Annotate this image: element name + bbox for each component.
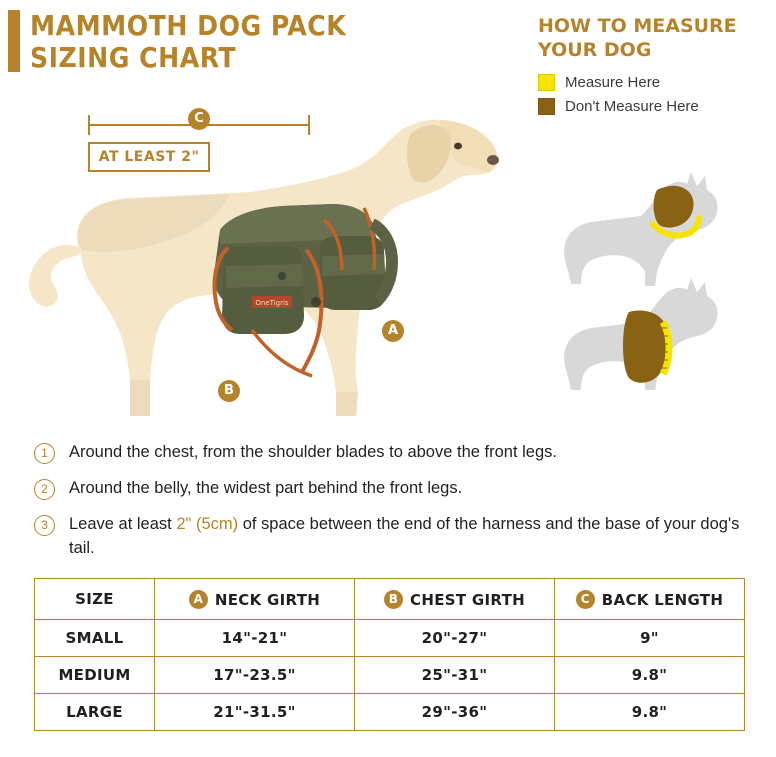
illustration-area: [0, 80, 776, 430]
note-number: 1: [34, 443, 55, 464]
table-header-neck-girth: [155, 579, 355, 620]
sizing-table-wrapper: [34, 578, 744, 731]
cell-size: SMALL: [35, 620, 155, 657]
cell-chest-girth: 29"-36": [355, 694, 555, 731]
table-header-row: [35, 579, 745, 620]
title-line-2: SIZING CHART: [30, 41, 237, 74]
note-number: 2: [34, 479, 55, 500]
table-header-chest-girth: [355, 579, 555, 620]
cell-back-length: 9.8": [555, 694, 745, 731]
header-badge-c: C: [576, 590, 595, 609]
cell-chest-girth: 25"-31": [355, 657, 555, 694]
table-row: [35, 694, 745, 731]
measurement-badge-a: A: [382, 320, 404, 342]
table-header-chest-label: CHEST GIRTH: [410, 590, 525, 609]
note-item: [34, 476, 744, 500]
note-text-before: Leave at least: [69, 515, 177, 533]
cell-neck-girth: 14"-21": [155, 620, 355, 657]
note-number: 3: [34, 515, 55, 536]
measurement-badge-c: C: [188, 108, 210, 130]
sizing-table: [34, 578, 745, 731]
cell-size: LARGE: [35, 694, 155, 731]
table-header-back-length: [555, 579, 745, 620]
legend-label-dont-measure-here: Don't Measure Here: [565, 98, 699, 115]
measurement-notes: [34, 440, 744, 572]
measurement-badge-b: B: [218, 380, 240, 402]
header-badge-a: A: [189, 590, 208, 609]
brand-patch-text: OneTigris: [255, 299, 289, 307]
table-row: [35, 657, 745, 694]
silhouette-chest: [564, 278, 717, 390]
note-text: Around the chest, from the shoulder blades to above the front legs.: [69, 443, 557, 461]
note-item: [34, 440, 744, 464]
title-accent-bar: [8, 10, 20, 72]
cell-neck-girth: 21"-31.5": [155, 694, 355, 731]
header-badge-b: B: [384, 590, 403, 609]
table-header-size: [35, 579, 155, 620]
page-title: [30, 10, 500, 74]
table-row: [35, 620, 745, 657]
note-text: [69, 512, 744, 560]
note-highlight: 2" (5cm): [176, 515, 239, 533]
dog-silhouette-diagrams: [545, 160, 755, 390]
silhouette-neck: [564, 172, 717, 286]
table-header-back-label: BACK LENGTH: [601, 590, 724, 609]
cell-back-length: 9.8": [555, 657, 745, 694]
cell-back-length: 9": [555, 620, 745, 657]
how-to-measure-heading-line-2: YOUR DOG: [538, 39, 652, 61]
note-item: [34, 512, 744, 560]
how-to-measure-heading-line-1: HOW TO MEASURE: [538, 15, 737, 37]
table-header-neck-label: NECK GIRTH: [214, 590, 321, 609]
bracket-cap-left: [88, 115, 90, 135]
cell-size: MEDIUM: [35, 657, 155, 694]
at-least-callout: AT LEAST 2": [88, 142, 210, 172]
note-text: Around the belly, the widest part behind the front legs.: [69, 479, 463, 497]
table-header-size-label: SIZE: [75, 590, 114, 608]
cell-chest-girth: 20"-27": [355, 620, 555, 657]
title-line-1: MAMMOTH DOG PACK: [30, 9, 347, 42]
legend-label-measure-here: Measure Here: [565, 74, 661, 91]
note-text-after: of space between the end of the harness and the base of your dog's tail.: [69, 515, 740, 557]
bracket-cap-right: [308, 115, 310, 135]
cell-neck-girth: 17"-23.5": [155, 657, 355, 694]
